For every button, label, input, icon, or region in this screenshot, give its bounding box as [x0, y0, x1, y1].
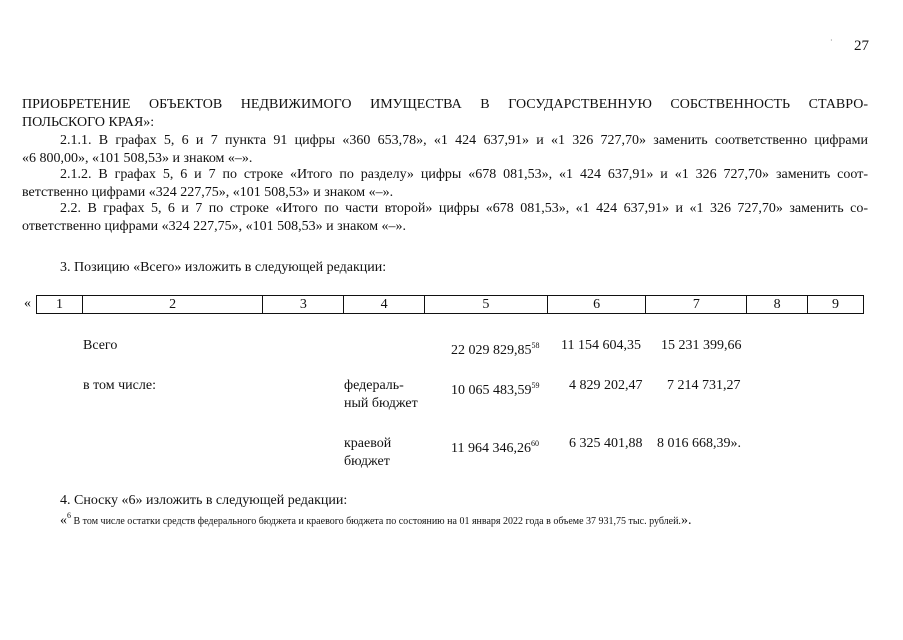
row-federal-col5 [451, 377, 540, 400]
row-regional-col6: 6 325 401,88 [569, 436, 643, 451]
row-total-col5 [451, 337, 540, 360]
row-regional-col4-line-2: бюджет [344, 454, 390, 469]
footnote-open-quote: « [60, 513, 67, 528]
col-header-8: 8 [747, 296, 808, 314]
item-2-1-1 [22, 132, 868, 168]
item-2-1-2-line-2: ветственно цифрами «324 227,75», «101 508,53» и знаком «–». [22, 185, 394, 200]
col-header-1: 1 [37, 296, 83, 314]
row-regional-col7: 8 016 668,39». [657, 436, 741, 451]
row-federal-col6: 4 829 202,47 [569, 378, 643, 393]
footnote-close-quote: ». [680, 513, 692, 528]
col-header-9: 9 [808, 296, 864, 314]
row-regional-col5-value: 11 964 346,26 [451, 441, 531, 456]
row-total-col5-value: 22 029 829,85 [451, 343, 532, 358]
row-federal-col4-line-2: ный бюджет [344, 396, 418, 411]
footnote-marker: 6 [67, 511, 71, 520]
row-total-col5-footnote: 58 [531, 341, 540, 350]
item-2-2-line-2: ответственно цифрами «324 227,75», «101 508,53» и знаком «–». [22, 219, 407, 234]
row-regional-col4 [344, 435, 391, 471]
item-2-1-1-line-2: «6 800,00», «101 508,53» и знаком «–». [22, 151, 253, 166]
item-4: 4. Сноску «6» изложить в следующей редакции: [60, 493, 348, 508]
column-number-header [36, 295, 864, 314]
item-2-1-2 [22, 166, 868, 202]
scan-dot: · [830, 36, 833, 45]
col-header-3: 3 [263, 296, 344, 314]
item-2-1-2-line-1: 2.1.2. В графах 5, 6 и 7 по строке «Итого по разделу» цифры «678 081,53», «1 424 637,91» и «1 326 727,70» заменить соот- [60, 167, 868, 182]
row-regional-col4-line-1: краевой [344, 436, 392, 451]
row-total-col6: 11 154 604,35 [561, 338, 641, 353]
heading-line-1: ПРИОБРЕТЕНИЕ ОБЪЕКТОВ НЕДВИЖИМОГО ИМУЩЕСТВА В ГОСУДАРСТВЕННУЮ СОБСТВЕННОСТЬ СТАВРО- [22, 97, 868, 112]
row-federal-col5-value: 10 065 483,59 [451, 383, 532, 398]
item-2-2 [22, 200, 868, 236]
table-open-quote: « [24, 296, 31, 311]
footnote-body: В том числе остатки средств федерального бюджета и краевого бюджета по состоянию на 01 января 2022 года в объеме 37 931,75 тыс. рублей. [71, 516, 681, 527]
section-heading [22, 96, 868, 132]
col-header-2: 2 [82, 296, 263, 314]
page-number: 27 [854, 38, 869, 54]
col-header-7: 7 [646, 296, 747, 314]
row-federal-col7: 7 214 731,27 [667, 378, 741, 393]
item-2-2-line-1: 2.2. В графах 5, 6 и 7 по строке «Итого по части второй» цифры «678 081,53», «1 424 637,91» и «1 326 727,70» заменить со- [60, 201, 868, 216]
item-3: 3. Позицию «Всего» изложить в следующей редакции: [60, 260, 387, 275]
row-federal-col4-line-1: федераль- [344, 378, 404, 393]
col-header-4: 4 [344, 296, 425, 314]
row-federal-col5-footnote: 59 [531, 381, 540, 390]
item-2-1-1-line-1: 2.1.1. В графах 5, 6 и 7 пункта 91 цифры «360 653,78», «1 424 637,91» и «1 326 727,70» заменить соответственно цифрами [60, 133, 868, 148]
row-regional-col5 [451, 435, 539, 458]
row-including-label: в том числе: [83, 378, 156, 393]
footnote-text [60, 511, 691, 529]
col-header-5: 5 [425, 296, 548, 314]
row-total-col7: 15 231 399,66 [661, 338, 742, 353]
col-header-6: 6 [547, 296, 646, 314]
row-regional-col5-footnote: 60 [530, 439, 539, 448]
row-total-label: Всего [83, 338, 118, 353]
heading-line-2: ПОЛЬСКОГО КРАЯ»: [22, 115, 155, 130]
row-federal-col4 [344, 377, 418, 413]
